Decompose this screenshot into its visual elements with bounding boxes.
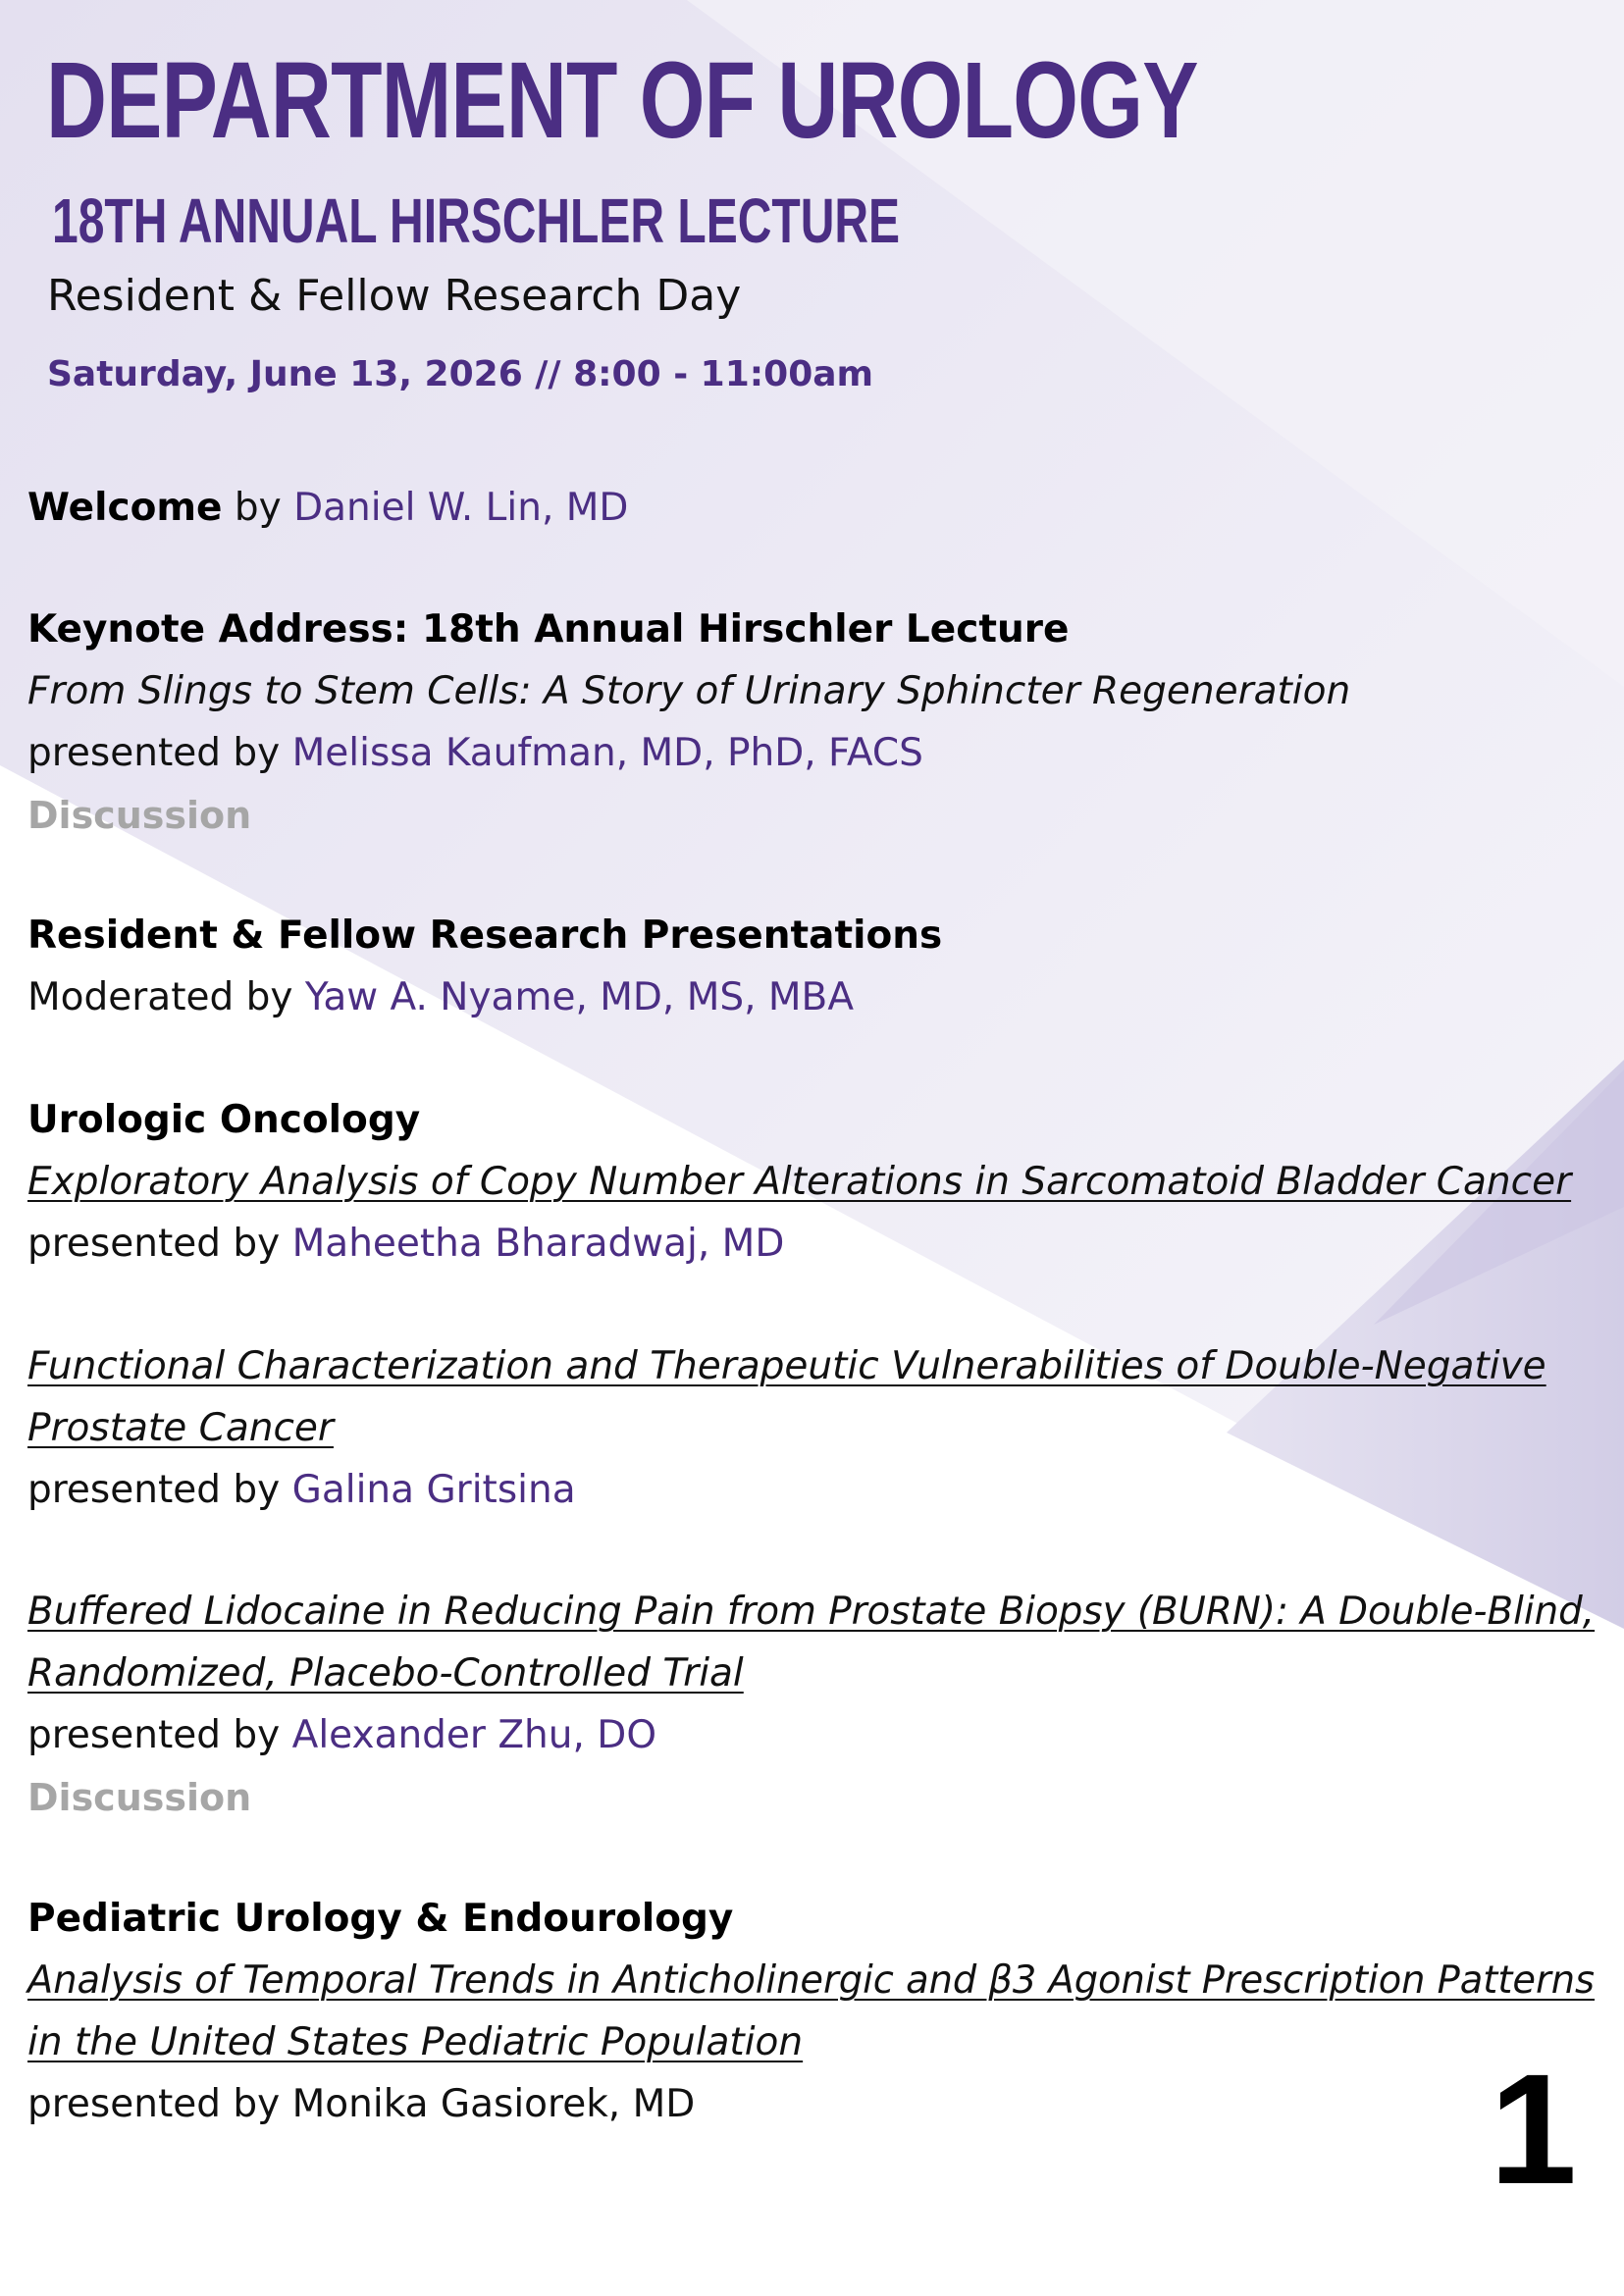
oncology-talk-3-presenter-line: [27, 1714, 656, 1758]
oncology-talk-2-title-line-2: Prostate Cancer: [27, 1406, 334, 1450]
oncology-talk-3-title-line-2: Randomized, Placebo-Controlled Trial: [27, 1651, 744, 1696]
keynote-discussion: Discussion: [27, 794, 252, 837]
event-subtitle: Resident & Fellow Research Day: [47, 271, 742, 321]
keynote-heading: Keynote Address: 18th Annual Hirschler Lecture: [27, 607, 1070, 652]
pediatric-talk-1-presenter-line: presented by Monika Gasiorek, MD: [27, 2082, 696, 2126]
keynote-presenter: Melissa Kaufman, MD, PhD, FACS: [291, 731, 923, 775]
department-title: DEPARTMENT OF UROLOGY: [46, 40, 1198, 161]
presented-by-label: presented by: [27, 1222, 292, 1266]
moderated-by-label: Moderated by: [27, 975, 305, 1019]
oncology-talk-1-presenter: Maheetha Bharadwaj, MD: [291, 1222, 785, 1266]
pediatric-talk-1-title-line-1: Analysis of Temporal Trends in Anticholinergic and β3 Agonist Prescription Patterns: [27, 1958, 1596, 2003]
oncology-heading: Urologic Oncology: [27, 1098, 421, 1142]
welcome-speaker: Daniel W. Lin, MD: [293, 486, 629, 530]
oncology-talk-2-title-line-1: Functional Characterization and Therapeutic Vulnerabilities of Double-Negative: [27, 1344, 1546, 1388]
keynote-presenter-line: [27, 732, 923, 776]
pediatric-talk-1-title-line-2: in the United States Pediatric Population: [27, 2020, 804, 2064]
welcome-by: by: [222, 486, 294, 530]
oncology-talk-1-presenter-line: [27, 1223, 784, 1267]
welcome-label: Welcome: [27, 486, 223, 530]
lecture-title: 18TH ANNUAL HIRSCHLER LECTURE: [52, 185, 901, 256]
oncology-talk-2-presenter: Galina Gritsina: [291, 1468, 576, 1512]
event-date: Saturday, June 13, 2026 // 8:00 - 11:00am: [47, 354, 874, 394]
oncology-talk-3-presenter: Alexander Zhu, DO: [291, 1713, 657, 1757]
pediatric-heading: Pediatric Urology & Endourology: [27, 1897, 734, 1941]
keynote-title: From Slings to Stem Cells: A Story of Urinary Sphincter Regeneration: [27, 669, 1351, 713]
oncology-discussion: Discussion: [27, 1776, 252, 1819]
oncology-talk-3-title-line-1: Buffered Lidocaine in Reducing Pain from Prostate Biopsy (BURN): A Double-Blind,: [27, 1590, 1596, 1634]
presented-by-label: presented by: [27, 1713, 292, 1757]
presented-by-label: presented by: [27, 731, 292, 775]
oncology-talk-2-presenter-line: [27, 1469, 576, 1513]
oncology-talk-1-title: Exploratory Analysis of Copy Number Alterations in Sarcomatoid Bladder Cancer: [27, 1160, 1572, 1204]
research-heading: Resident & Fellow Research Presentations: [27, 913, 943, 958]
welcome-line: [27, 487, 628, 531]
page-number: 1: [1490, 2041, 1577, 2217]
moderator-name: Yaw A. Nyame, MD, MS, MBA: [304, 975, 854, 1019]
presented-by-label: presented by: [27, 1468, 292, 1512]
moderator-line: [27, 976, 854, 1020]
